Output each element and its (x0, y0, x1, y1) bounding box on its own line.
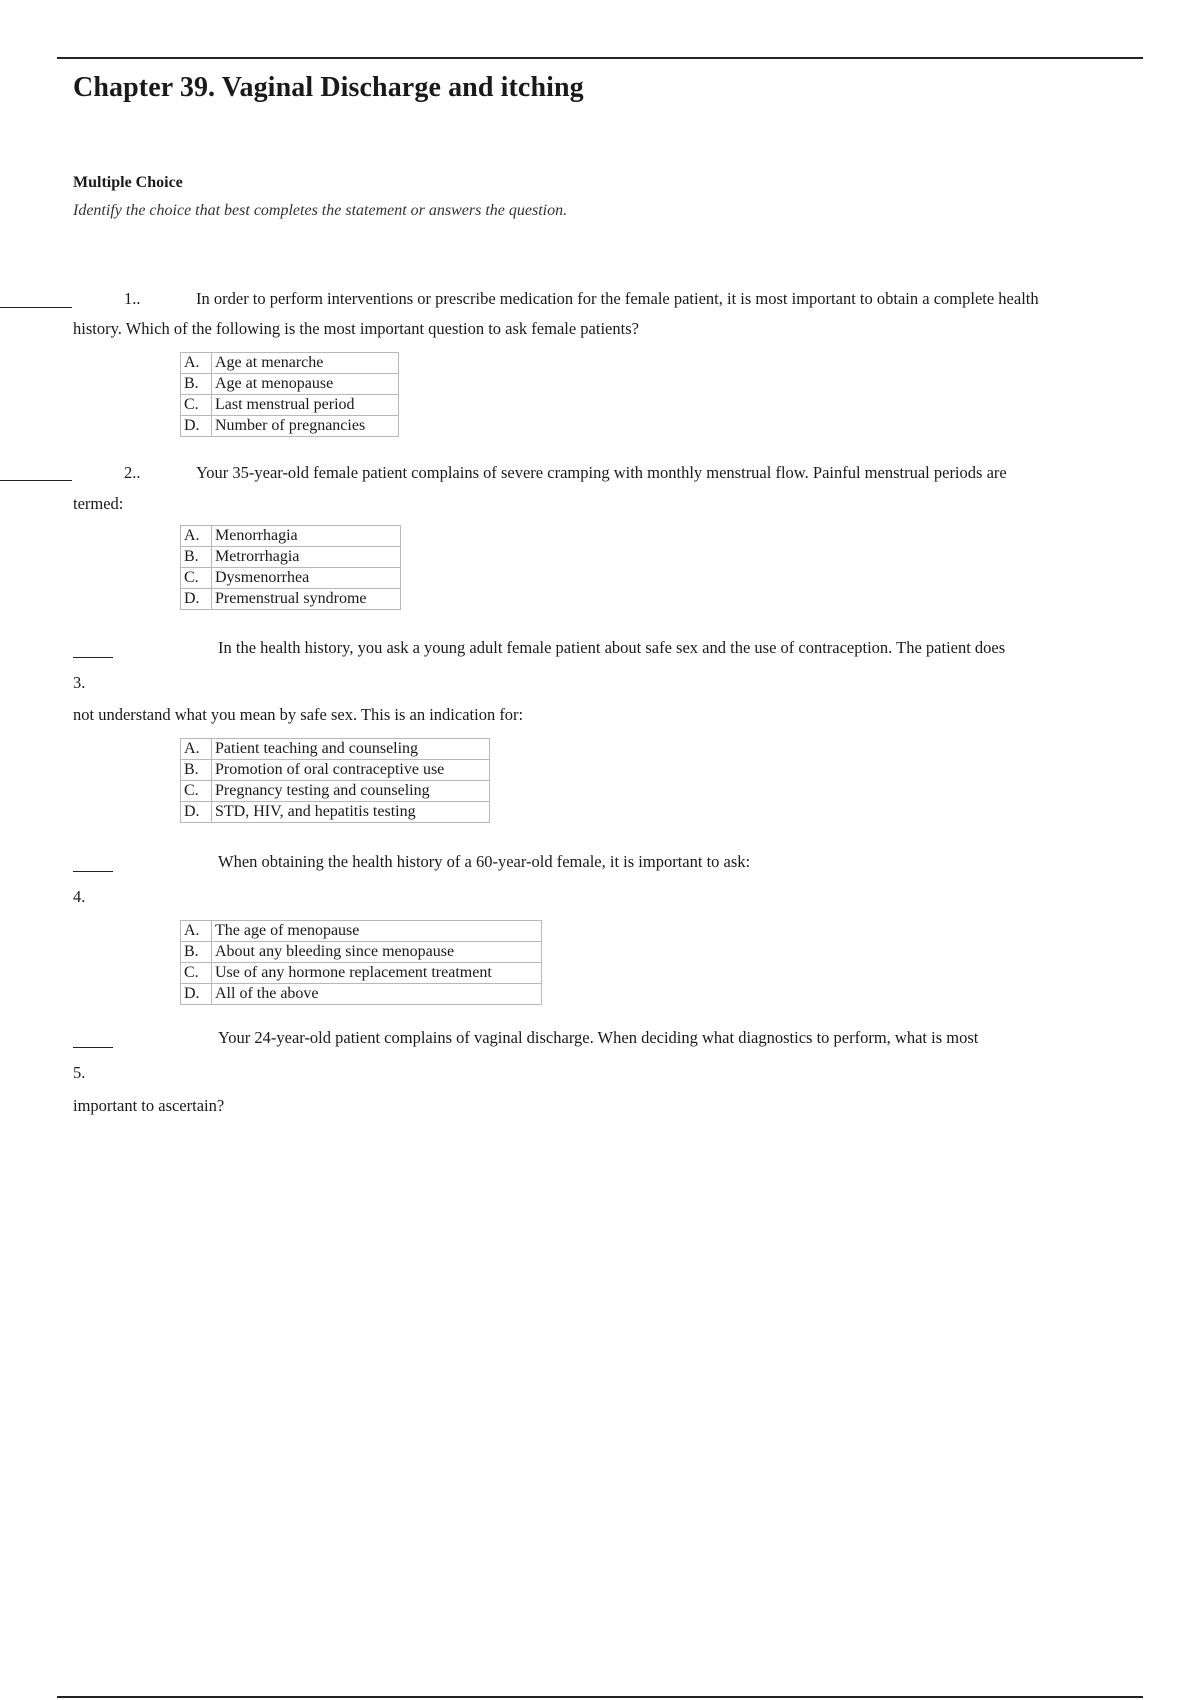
choice-text: Promotion of oral contraceptive use (212, 760, 490, 781)
choices-2 (180, 525, 401, 610)
choice-text: The age of menopause (212, 921, 542, 942)
chapter-title: Chapter 39. Vaginal Discharge and itching (73, 72, 584, 103)
choice-text: All of the above (212, 984, 542, 1005)
question-text-4: When obtaining the health history of a 60-year-old female, it is important to ask: (218, 852, 751, 871)
choice-text: Age at menopause (212, 374, 399, 395)
choice-row[interactable] (181, 568, 401, 589)
choice-row[interactable] (181, 921, 542, 942)
choice-row[interactable] (181, 547, 401, 568)
choice-row[interactable] (181, 589, 401, 610)
choice-text: Menorrhagia (212, 526, 401, 547)
choice-row[interactable] (181, 395, 399, 416)
choice-letter: C. (181, 395, 212, 416)
choice-text: Metrorrhagia (212, 547, 401, 568)
choice-row[interactable] (181, 526, 401, 547)
choice-text: Last menstrual period (212, 395, 399, 416)
choice-text: Number of pregnancies (212, 416, 399, 437)
choice-row[interactable] (181, 353, 399, 374)
section-label: Multiple Choice (73, 174, 183, 191)
question-text-1-cont: history. Which of the following is the most important question to ask female patients? (73, 319, 639, 338)
choice-letter: D. (181, 589, 212, 610)
choice-letter: A. (181, 739, 212, 760)
choice-letter: A. (181, 526, 212, 547)
question-text-5-cont: important to ascertain? (73, 1096, 225, 1115)
choices-1 (180, 352, 399, 437)
choice-row[interactable] (181, 802, 490, 823)
question-number-5: 5. (73, 1063, 86, 1082)
question-number-1: 1.. (124, 289, 141, 308)
choice-row[interactable] (181, 760, 490, 781)
answer-blank-3[interactable] (73, 657, 113, 658)
choice-letter: C. (181, 568, 212, 589)
choice-row[interactable] (181, 739, 490, 760)
choice-row[interactable] (181, 984, 542, 1005)
choice-text: Patient teaching and counseling (212, 739, 490, 760)
answer-blank-1[interactable] (0, 307, 72, 308)
choice-text: About any bleeding since menopause (212, 942, 542, 963)
bottom-rule (57, 1696, 1143, 1698)
choice-row[interactable] (181, 942, 542, 963)
choice-letter: C. (181, 963, 212, 984)
choices-4 (180, 920, 542, 1005)
choice-letter: A. (181, 921, 212, 942)
question-number-4: 4. (73, 887, 86, 906)
choice-letter: B. (181, 374, 212, 395)
choice-text: STD, HIV, and hepatitis testing (212, 802, 490, 823)
choice-text: Pregnancy testing and counseling (212, 781, 490, 802)
top-rule (57, 57, 1143, 59)
choice-text: Use of any hormone replacement treatment (212, 963, 542, 984)
choice-row[interactable] (181, 416, 399, 437)
question-text-1: In order to perform interventions or prescribe medication for the female patient, it is most important to obtain a complete health (196, 289, 1039, 308)
choice-text: Premenstrual syndrome (212, 589, 401, 610)
choice-letter: D. (181, 802, 212, 823)
choice-text: Dysmenorrhea (212, 568, 401, 589)
question-number-3: 3. (73, 673, 86, 692)
choice-text: Age at menarche (212, 353, 399, 374)
choice-letter: C. (181, 781, 212, 802)
choice-letter: A. (181, 353, 212, 374)
answer-blank-4[interactable] (73, 871, 113, 872)
question-text-3-cont: not understand what you mean by safe sex. This is an indication for: (73, 705, 524, 724)
choice-letter: B. (181, 942, 212, 963)
answer-blank-5[interactable] (73, 1047, 113, 1048)
choice-letter: B. (181, 760, 212, 781)
question-text-2: Your 35-year-old female patient complains of severe cramping with monthly menstrual flow. Painful menstrual periods are (196, 463, 1007, 482)
question-text-5: Your 24-year-old patient complains of vaginal discharge. When deciding what diagnostics to perform, what is most (218, 1028, 979, 1047)
choices-3 (180, 738, 490, 823)
question-number-2: 2.. (124, 463, 141, 482)
choice-letter: D. (181, 984, 212, 1005)
question-text-3: In the health history, you ask a young adult female patient about safe sex and the use of contraception. The patient does (218, 638, 1006, 657)
choice-row[interactable] (181, 781, 490, 802)
section-instructions: Identify the choice that best completes the statement or answers the question. (73, 202, 568, 219)
choice-row[interactable] (181, 374, 399, 395)
choice-row[interactable] (181, 963, 542, 984)
choice-letter: D. (181, 416, 212, 437)
choice-letter: B. (181, 547, 212, 568)
question-text-2-cont: termed: (73, 494, 124, 513)
answer-blank-2[interactable] (0, 480, 72, 481)
